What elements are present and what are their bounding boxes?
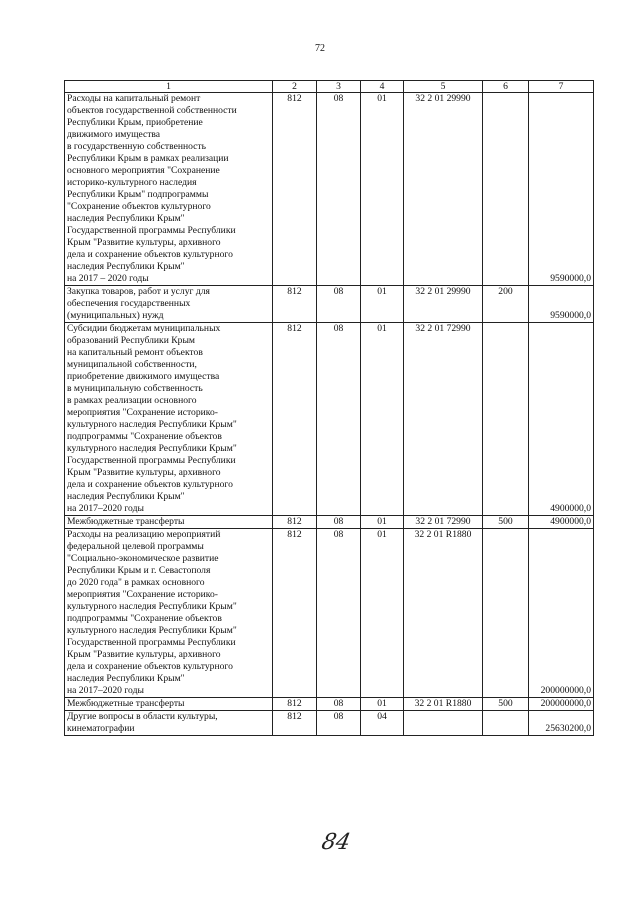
handwritten-folio-number: 84 xyxy=(319,830,353,855)
row-name: Расходы на капитальный ремонт объектов государственной собственности Республики Крым, приобретение движимого имущества в государственную собственность Республики Крым в рамках реализации основного мероприятия "Сохранение историко-культурного наследия Республики Крым" подпрограммы "Сохранение объектов культурного наследия Республики Крым" Государственной программы Республики Крым "Развитие культуры, архивного дела и сохранение объектов культурного наследия Республики Крым" на 2017 – 2020 годы xyxy=(65,93,273,286)
row-target-code: 32 2 01 R1880 xyxy=(404,698,483,711)
row-subsection-code: 01 xyxy=(361,286,404,323)
header-col-6: 6 xyxy=(483,81,529,93)
header-col-2: 2 xyxy=(273,81,317,93)
row-expense-type xyxy=(483,323,529,516)
row-ministry-code: 812 xyxy=(273,529,317,698)
table-row xyxy=(65,698,594,711)
row-subsection-code: 01 xyxy=(361,698,404,711)
row-section-code: 08 xyxy=(317,698,361,711)
row-name: Субсидии бюджетам муниципальных образований Республики Крым на капитальный ремонт объектов муниципальной собственности, приобретение движимого имущества в муниципальную собственность в рамках реализации основного мероприятия "Сохранение историко- культурного наследия Республики Крым" подпрограммы "Сохранение объектов культурного наследия Республики Крым" Государственной программы Республики Крым "Развитие культуры, архивного дела и сохранение объектов культурного наследия Республики Крым" на 2017–2020 годы xyxy=(65,323,273,516)
row-ministry-code: 812 xyxy=(273,711,317,736)
row-amount: 25630200,0 xyxy=(529,711,594,736)
row-ministry-code: 812 xyxy=(273,323,317,516)
row-amount: 4900000,0 xyxy=(529,516,594,529)
row-name: Другие вопросы в области культуры, кинематографии xyxy=(65,711,273,736)
row-section-code: 08 xyxy=(317,286,361,323)
row-section-code: 08 xyxy=(317,516,361,529)
row-section-code: 08 xyxy=(317,323,361,516)
header-col-1: 1 xyxy=(65,81,273,93)
row-target-code: 32 2 01 72990 xyxy=(404,516,483,529)
row-subsection-code: 04 xyxy=(361,711,404,736)
row-expense-type xyxy=(483,529,529,698)
row-section-code: 08 xyxy=(317,529,361,698)
row-amount: 200000000,0 xyxy=(529,698,594,711)
header-col-7: 7 xyxy=(529,81,594,93)
row-target-code: 32 2 01 72990 xyxy=(404,323,483,516)
table-row xyxy=(65,286,594,323)
row-ministry-code: 812 xyxy=(273,286,317,323)
row-name: Межбюджетные трансферты xyxy=(65,516,273,529)
row-ministry-code: 812 xyxy=(273,93,317,286)
row-expense-type: 500 xyxy=(483,698,529,711)
row-target-code: 32 2 01 29990 xyxy=(404,286,483,323)
row-name: Расходы на реализацию мероприятий федеральной целевой программы "Социально-экономическое развитие Республики Крым и г. Севастополя до 2020 года" в рамках основного мероприятия "Сохранение историко- культурного наследия Республики Крым" подпрограммы "Сохранение объектов культурного наследия Республики Крым" Государственной программы Республики Крым "Развитие культуры, архивного дела и сохранение объектов культурного наследия Республики Крым" на 2017–2020 годы xyxy=(65,529,273,698)
header-col-4: 4 xyxy=(361,81,404,93)
row-expense-type xyxy=(483,711,529,736)
row-subsection-code: 01 xyxy=(361,529,404,698)
table-row xyxy=(65,711,594,736)
row-subsection-code: 01 xyxy=(361,516,404,529)
header-col-5: 5 xyxy=(404,81,483,93)
header-col-3: 3 xyxy=(317,81,361,93)
row-amount: 9590000,0 xyxy=(529,286,594,323)
budget-table xyxy=(64,80,594,736)
row-name: Межбюджетные трансферты xyxy=(65,698,273,711)
row-expense-type: 500 xyxy=(483,516,529,529)
page-number: 72 xyxy=(315,43,325,54)
table-row xyxy=(65,323,594,516)
row-target-code: 32 2 01 29990 xyxy=(404,93,483,286)
row-ministry-code: 812 xyxy=(273,516,317,529)
table-header-row xyxy=(65,81,594,93)
row-subsection-code: 01 xyxy=(361,323,404,516)
row-ministry-code: 812 xyxy=(273,698,317,711)
table-row xyxy=(65,516,594,529)
row-name: Закупка товаров, работ и услуг для обеспечения государственных (муниципальных) нужд xyxy=(65,286,273,323)
row-section-code: 08 xyxy=(317,711,361,736)
row-subsection-code: 01 xyxy=(361,93,404,286)
row-amount: 9590000,0 xyxy=(529,93,594,286)
row-amount: 200000000,0 xyxy=(529,529,594,698)
row-amount: 4900000,0 xyxy=(529,323,594,516)
row-section-code: 08 xyxy=(317,93,361,286)
row-expense-type: 200 xyxy=(483,286,529,323)
row-target-code xyxy=(404,711,483,736)
row-target-code: 32 2 01 R1880 xyxy=(404,529,483,698)
table-row xyxy=(65,93,594,286)
row-expense-type xyxy=(483,93,529,286)
table-row xyxy=(65,529,594,698)
